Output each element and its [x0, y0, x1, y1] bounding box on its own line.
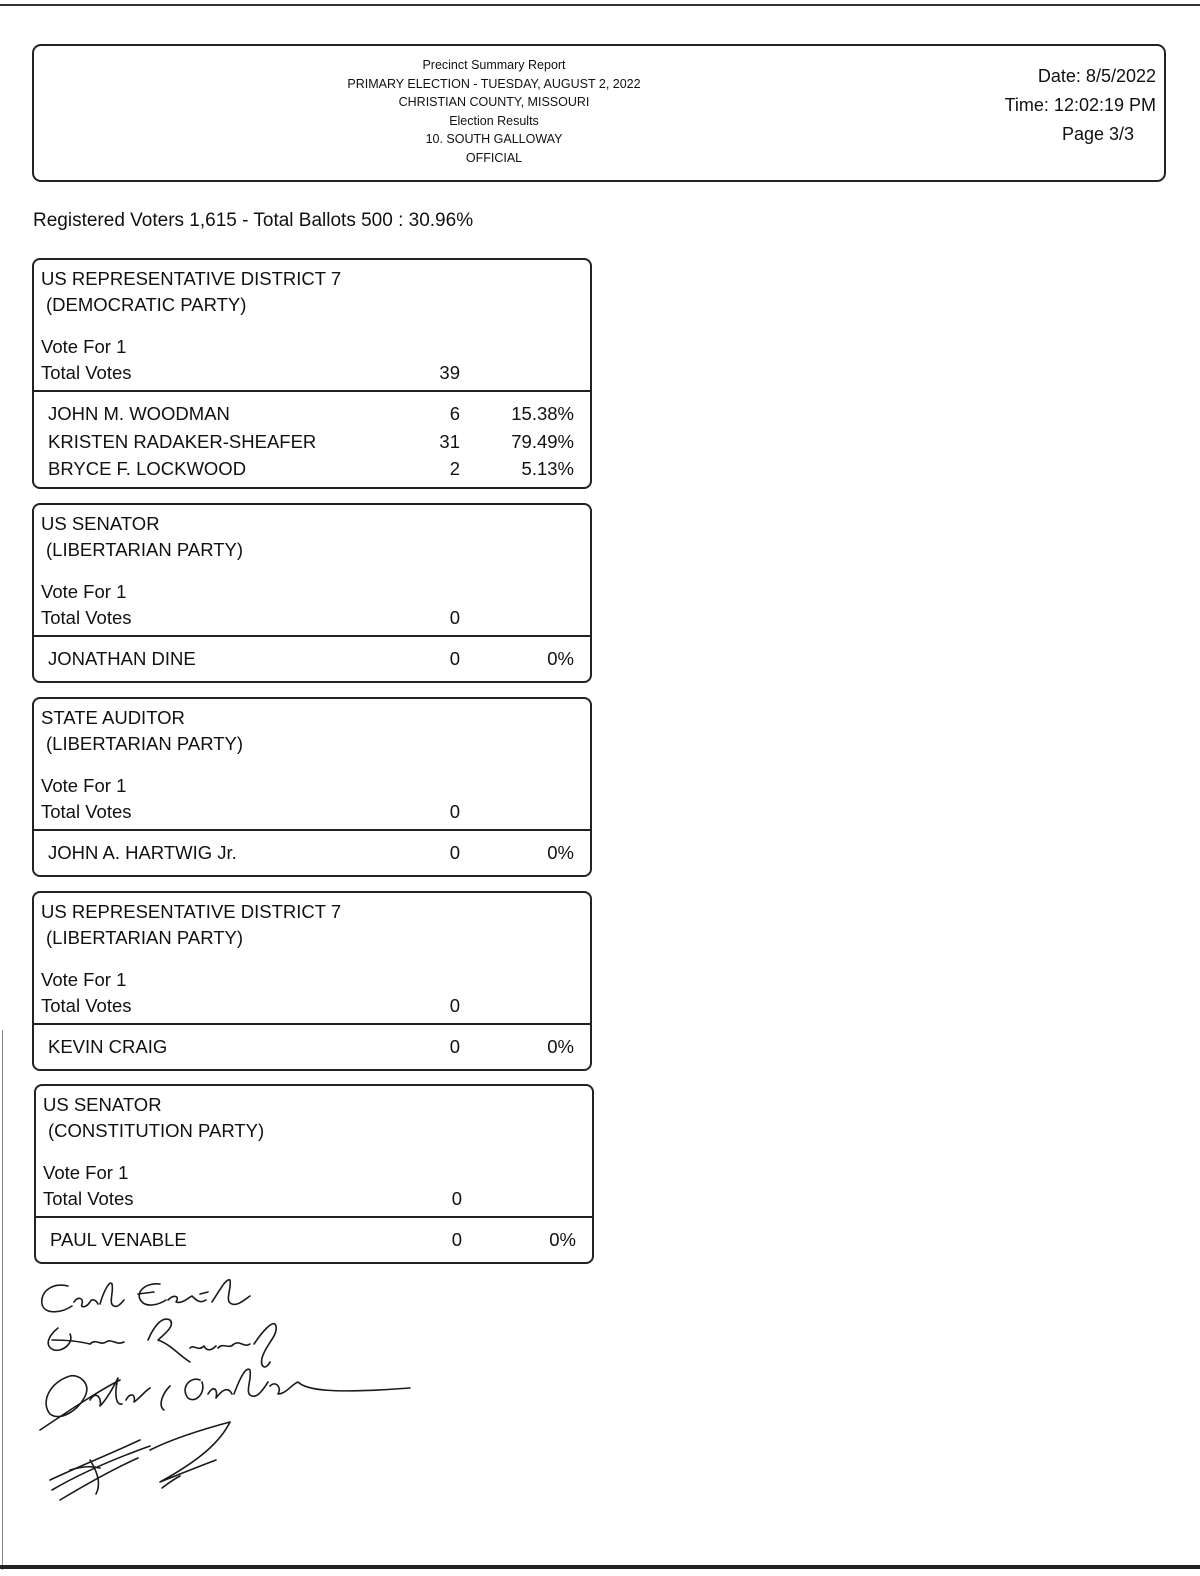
total-votes-label: Total Votes: [41, 801, 132, 822]
contest-party: (LIBERTARIAN PARTY): [46, 539, 244, 560]
contest-title: US SENATOR: [41, 513, 160, 534]
report-time: Time: 12:02:19 PM: [1004, 95, 1156, 115]
candidate-row: [34, 1033, 590, 1061]
total-votes-label: Total Votes: [41, 995, 132, 1016]
bottom-rule: [0, 1565, 1200, 1569]
turnout-summary: Registered Voters 1,615 - Total Ballots 500 : 30.96%: [33, 210, 474, 231]
candidate-row: [34, 455, 590, 483]
contest-party: (LIBERTARIAN PARTY): [46, 927, 244, 948]
handwritten-signatures-icon: [30, 1270, 430, 1510]
official-label: OFFICIAL: [465, 150, 523, 165]
candidate-votes: 6: [449, 403, 460, 424]
candidate-name: JONATHAN DINE: [48, 648, 196, 669]
candidate-votes: 31: [439, 430, 460, 452]
report-type: Precinct Summary Report: [422, 58, 566, 72]
contest-title: US SENATOR: [43, 1094, 162, 1115]
candidate-row: [34, 645, 590, 673]
contest-title: STATE AUDITOR: [41, 707, 185, 728]
contest-divider: [34, 829, 590, 831]
top-rule: [0, 4, 1200, 6]
contest-box: [32, 697, 592, 877]
candidate-votes: 0: [449, 1036, 460, 1057]
total-votes-label: Total Votes: [43, 1188, 134, 1209]
candidate-percent: 0%: [547, 1036, 574, 1057]
candidate-name: KRISTEN RADAKER-SHEAFER: [48, 430, 317, 452]
total-votes-value: 0: [451, 1188, 462, 1209]
contest-box: [34, 1084, 594, 1264]
vote-for: Vote For 1: [41, 336, 127, 357]
total-votes-label: Total Votes: [41, 607, 132, 628]
contest-title: US REPRESENTATIVE DISTRICT 7: [41, 268, 342, 289]
contest-box: [32, 258, 592, 489]
total-votes-value: 39: [439, 362, 460, 383]
candidate-percent: 0%: [549, 1229, 576, 1250]
contest-divider: [34, 635, 590, 637]
candidate-name: JOHN A. HARTWIG Jr.: [48, 842, 237, 863]
candidate-list: [34, 1033, 590, 1061]
candidate-votes: 0: [449, 842, 460, 863]
contest-divider: [34, 1023, 590, 1025]
candidate-name: BRYCE F. LOCKWOOD: [48, 458, 247, 479]
candidate-votes: 2: [449, 458, 460, 479]
report-date: Date: 8/5/2022: [1037, 66, 1156, 86]
report-meta: [936, 62, 1156, 149]
candidate-name: JOHN M. WOODMAN: [48, 403, 230, 424]
contest-party: (DEMOCRATIC PARTY): [46, 294, 247, 315]
candidate-percent: 0%: [547, 648, 574, 669]
election-name: PRIMARY ELECTION - TUESDAY, AUGUST 2, 2022: [347, 76, 641, 91]
vote-for: Vote For 1: [43, 1162, 129, 1183]
contest-party: (LIBERTARIAN PARTY): [46, 733, 244, 754]
candidate-percent: 0%: [547, 842, 574, 863]
contest-box: [32, 891, 592, 1071]
candidate-row: [36, 1226, 592, 1254]
county-name: CHRISTIAN COUNTY, MISSOURI: [398, 95, 590, 109]
candidate-list: [34, 400, 590, 483]
candidate-list: [34, 839, 590, 867]
candidate-percent: 5.13%: [521, 458, 574, 479]
contest-divider: [36, 1216, 592, 1218]
vote-for: Vote For 1: [41, 775, 127, 796]
vote-for: Vote For 1: [41, 581, 127, 602]
contest-party: (CONSTITUTION PARTY): [48, 1120, 265, 1141]
candidate-list: [34, 645, 590, 673]
precinct-name: 10. SOUTH GALLOWAY: [425, 132, 563, 146]
candidate-row: [34, 400, 590, 428]
contest-box: [32, 503, 592, 683]
page-number: Page 3/3: [1061, 124, 1134, 144]
candidate-percent: 79.49%: [511, 430, 574, 452]
candidate-list: [36, 1226, 592, 1254]
candidate-votes: 0: [449, 648, 460, 669]
total-votes-value: 0: [449, 607, 460, 628]
scan-edge-line: [2, 1030, 3, 1570]
candidate-row: [34, 839, 590, 867]
candidate-name: KEVIN CRAIG: [48, 1036, 168, 1057]
report-header: [32, 44, 1166, 182]
results-label: Election Results: [449, 113, 539, 128]
candidate-votes: 0: [451, 1229, 462, 1250]
total-votes-label: Total Votes: [41, 362, 132, 383]
contest-title: US REPRESENTATIVE DISTRICT 7: [41, 901, 342, 922]
vote-for: Vote For 1: [41, 969, 127, 990]
total-votes-value: 0: [449, 995, 460, 1016]
report-title-block: [324, 56, 664, 167]
contest-divider: [34, 390, 590, 392]
candidate-name: PAUL VENABLE: [50, 1229, 187, 1250]
candidate-row: [34, 428, 590, 456]
total-votes-value: 0: [449, 801, 460, 822]
candidate-percent: 15.38%: [511, 403, 574, 424]
